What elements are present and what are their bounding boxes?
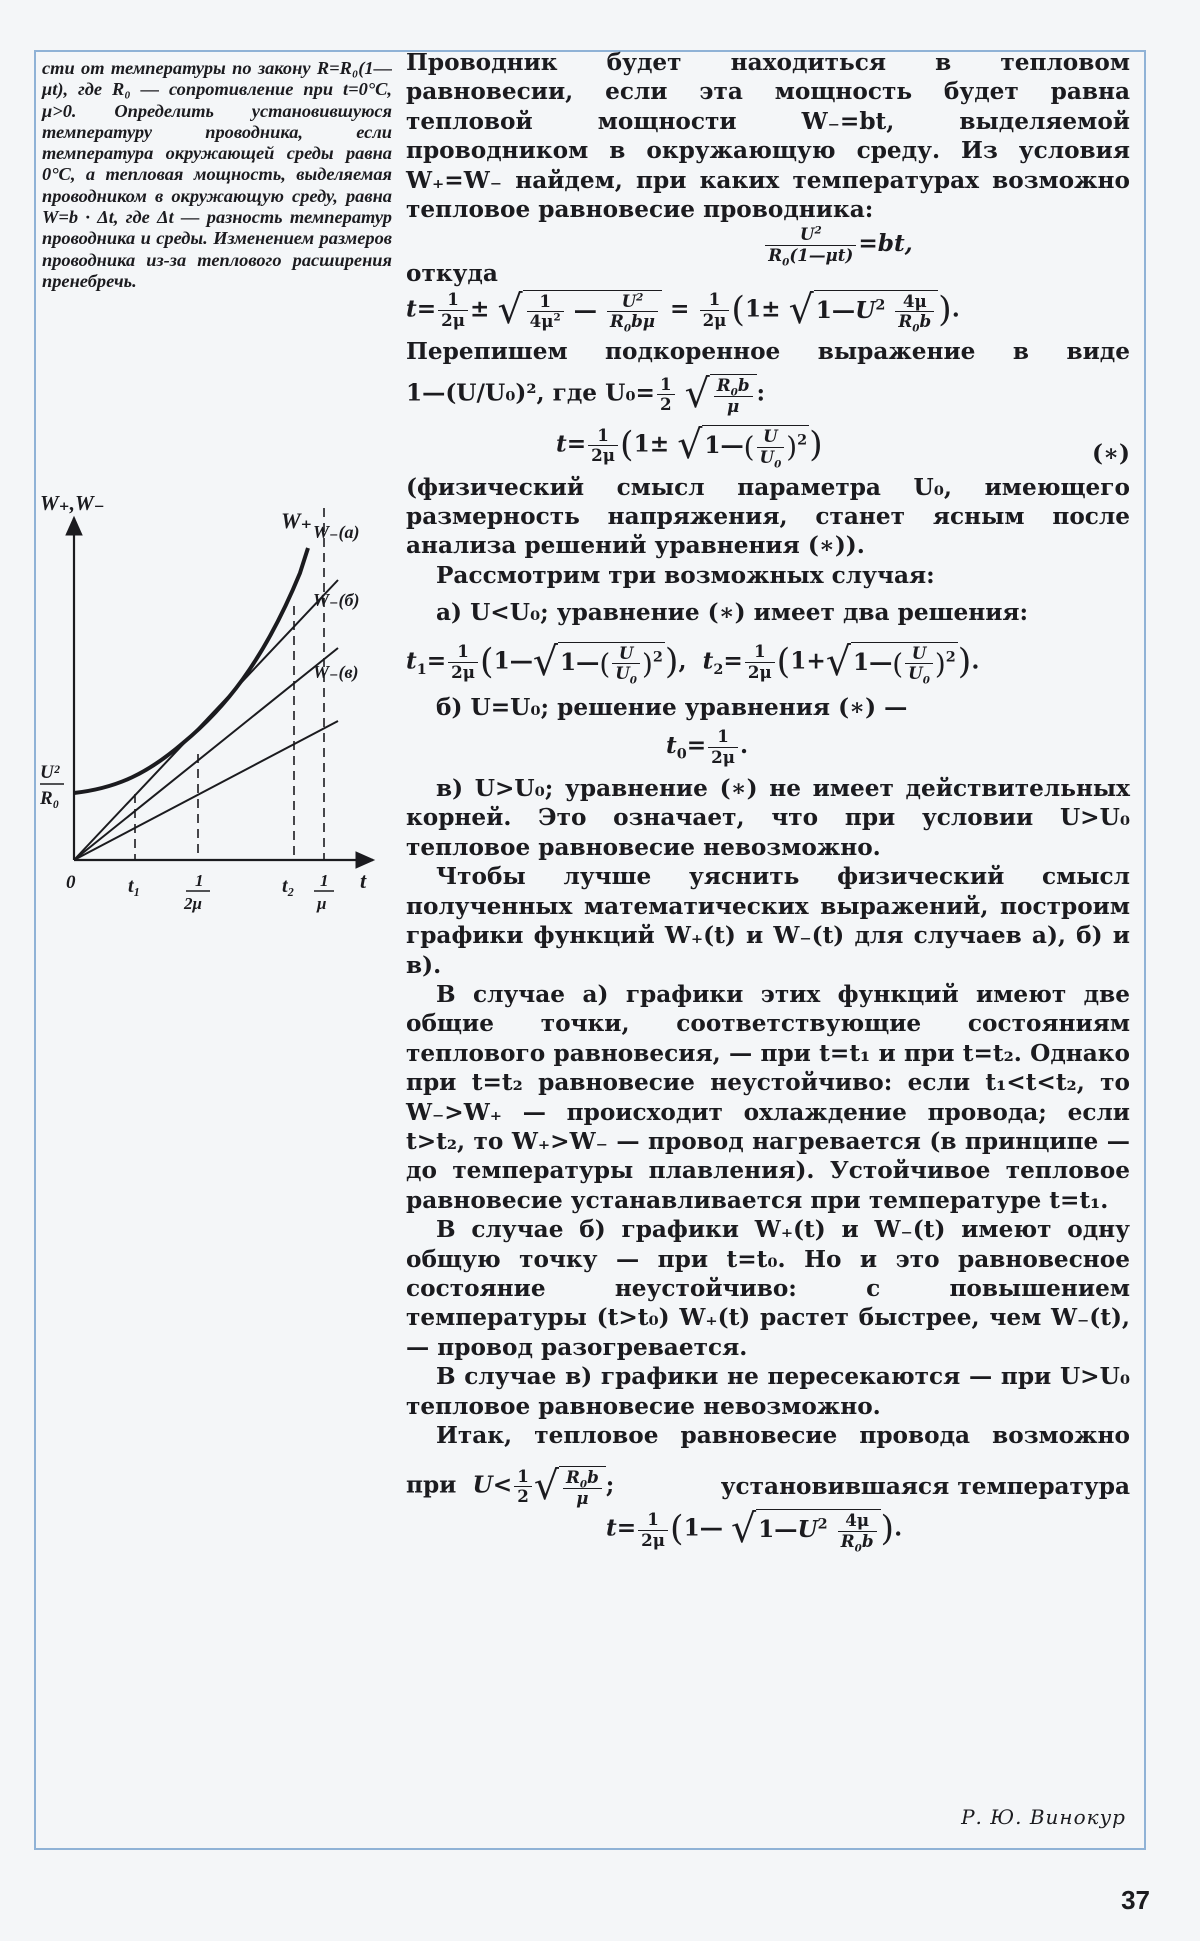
- x-axis-label: t: [360, 868, 367, 893]
- w-minus-label-a: W₋(а): [313, 522, 360, 542]
- intercept-num: U²: [40, 762, 60, 783]
- paragraph-2: Перепишем подкоренное выражение в виде: [406, 337, 1130, 365]
- u0-definition-text: 1—(U/U₀)², где U₀=: [406, 379, 655, 407]
- case-b: б) U=U₀; решение уравнения (∗) —: [436, 693, 908, 721]
- case-a: а) U<U₀; уравнение (∗) имеет два решения:: [436, 599, 1029, 627]
- graph-figure: [38, 488, 388, 938]
- tick-t2: t₂: [282, 875, 295, 897]
- equation-star: t= $\frac{1}{2\mu}$ (1± √1—( $\frac{U}{U_0}$ )$^2$) (∗): [556, 422, 1130, 471]
- w-minus-label-c: W₋(в): [313, 662, 359, 682]
- w-minus-label-b: W₋(б): [313, 590, 360, 610]
- paragraph-6: В случае а) графики этих функций имеют две общие точки, соответствующие состояниям теплового равновесия, — при t=t₁ и при t=t₂. Однако при t=t₂ равновесие неустойчиво: если t₁<t<t₂, то W₋>W₊ — происходит охлаждение провода; если t>t₂, то W₊>W₋ — провод нагревается (в принципе — до температуры плавления). Устойчивое тепловое равновесие устанавливается при температуре t=t₁.: [406, 980, 1130, 1214]
- final-equation: t= $\frac{1}{2\mu}$ (1— $√1—U^2$ $\frac{4\mu}{R_0b}$ ).: [606, 1506, 903, 1555]
- condition-prefix: при: [406, 1471, 457, 1499]
- tick-t1: t₁: [128, 875, 141, 897]
- problem-statement: [42, 58, 392, 292]
- w-minus-line-a: [74, 580, 338, 860]
- tick-inv-mu-den: μ: [317, 894, 327, 913]
- tick-half-mu-num: 1: [195, 871, 204, 890]
- paragraph-4: Рассмотрим три возможных случая:: [436, 561, 935, 589]
- intercept-den: R₀: [40, 788, 60, 809]
- condition-suffix: установившаяся температура: [720, 1473, 1130, 1501]
- equation-t0: $t_0=$ $\frac{1}{2\mu}$ .: [666, 726, 749, 767]
- w-minus-line-b: [74, 648, 338, 860]
- u0-definition: 1—(U/U₀)², где U₀= $\frac{1}{2}$ √ $\frac{R_0b}{\mu}$ :: [406, 371, 766, 418]
- equation-2: t= $\frac{1}{2\mu}$ ± √ $\frac{1}{4\mu^2}$ — $\frac{U^2}{R_0b\mu}$ = $\frac{1}{2\mu}$ ($1\pm √1—U^2$ $\frac{4\mu}{R_0b}$ ).: [406, 286, 960, 335]
- problem-text: сти от температуры по закону R=R₀(1—μt), где R₀ — сопротивление при t=0°C, μ>0. Определить установившуюся температуру проводника, если температура окружающей среды равна 0°C, а тепловая мощность, выделяемая проводником в окружающую среду, равна W=b · Δt, где Δt — разность температур проводника и среды. Изменением размеров проводника из-за теплового расширения пренебречь.: [42, 58, 392, 291]
- paragraph-9: Итак, тепловое равновесие провода возможно: [436, 1422, 1130, 1449]
- case-c: в) U>U₀; уравнение (∗) не имеет действительных корней. Это означает, что при условии U>U₀ тепловое равновесие невозможно.: [406, 775, 1130, 861]
- w-plus-label: W₊: [281, 508, 313, 533]
- paragraph-7: В случае б) графики W₊(t) и W₋(t) имеют одну общую точку — при t=t₀. Но и это равновесное состояние неустойчиво: с повышением температуры (t>t₀) W₊(t) растет быстрее, чем W₋(t), — провод разогревается.: [406, 1216, 1130, 1361]
- y-axis-label: W₊,W₋: [40, 491, 105, 515]
- w-minus-line-c: [74, 721, 338, 860]
- paragraph-3: (физический смысл параметра U₀, имеющего размерность напряжения, станет ясным после анализа решений уравнения (∗)).: [406, 473, 1130, 560]
- author-signature: Р. Ю. Винокур: [961, 1805, 1126, 1829]
- tick-half-mu-den: 2μ: [184, 894, 202, 913]
- equation-1: $\frac{U^2}{R_0(1—\mu t)}$ =bt,: [546, 226, 1130, 264]
- main-text: [406, 48, 1130, 1555]
- equation-t1-t2: $t_1=$ $\frac{1}{2\mu}$ (1—√1—( $\frac{U}{U_0}$ )$^2$), $t_2=$ $\frac{1}{2\mu}$ (1+√1—( $\frac{U}{U_0}$ )$^2$).: [406, 638, 980, 687]
- condition-line: при U< $\frac{1}{2}$ √ $\frac{R_0b}{\mu}$ ; установившаяся температура: [406, 1463, 1130, 1510]
- origin-label: 0: [66, 872, 76, 893]
- equation-1-tail: =bt,: [858, 230, 913, 258]
- tick-inv-mu-num: 1: [320, 871, 329, 890]
- paragraph-5: Чтобы лучше уяснить физический смысл полученных математических выражений, построим графики функций W₊(t) и W₋(t) для случаев а), б) и в).: [406, 863, 1130, 979]
- paragraph-8: В случае в) графики не пересекаются — при U>U₀ тепловое равновесие невозможно.: [406, 1363, 1130, 1420]
- paragraph-1: Проводник будет находиться в тепловом равновесии, если эта мощность будет равна тепловой мощности W₋=bt, выделяемой проводником в окружающую среду. Из условия W₊=W₋ найдем, при каких температурах возможно тепловое равновесие проводника:: [406, 49, 1130, 224]
- from-where: откуда: [406, 259, 498, 287]
- equation-star-label: (∗): [1092, 440, 1130, 468]
- page-number: 37: [1121, 1885, 1150, 1915]
